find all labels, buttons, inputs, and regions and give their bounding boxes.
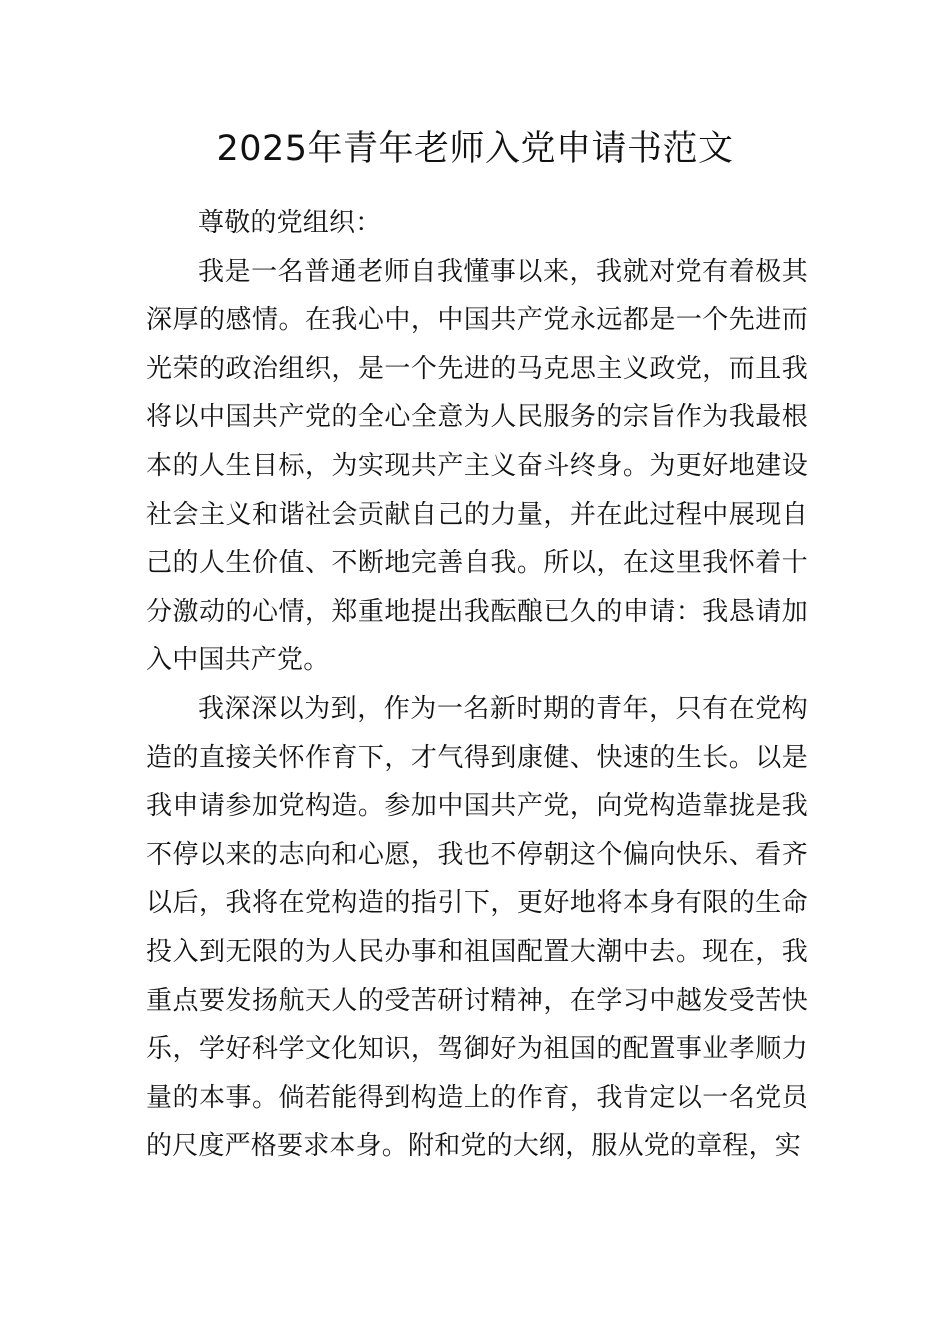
paragraph-2: 我深深以为到，作为一名新时期的青年，只有在党构造的直接关怀作育下，才气得到康健、快速的生长。以是我申请参加党构造。参加中国共产党，向党构造靠拢是我不停以来的志向和心愿，我也不停朝这个偏向快乐、看齐以后，我将在党构造的指引下，更好地将本身有限的生命投入到无限的为人民办事和祖国配置大潮中去。现在，我重点要发扬航天人的受苦研讨精神，在学习中越发受苦快乐，学好科学文化知识，驾御好为祖国的配置事业孝顺力量的本事。倘若能得到构造上的作育，我肯定以一名党员的尺度严格要求本身。附和党的大纲，服从党的章程，实 — [146, 693, 808, 1162]
salutation: 尊敬的党组织： — [198, 208, 382, 238]
document-title: 2025年青年老师入党申请书范文 — [216, 129, 734, 169]
document-body — [146, 199, 808, 1171]
paragraph-1: 我是一名普通老师自我懂事以来，我就对党有着极其深厚的感情。在我心中，中国共产党永远都是一个先进而光荣的政治组织，是一个先进的马克思主义政党，而且我将以中国共产党的全心全意为人民服务的宗旨作为我最根本的人生目标，为实现共产主义奋斗终身。为更好地建设社会主义和谐社会贡献自己的力量，并在此过程中展现自己的人生价值、不断地完善自我。所以，在这里我怀着十分激动的心情，郑重地提出我酝酿已久的申请：我恳请加入中国共产党。 — [146, 256, 808, 676]
